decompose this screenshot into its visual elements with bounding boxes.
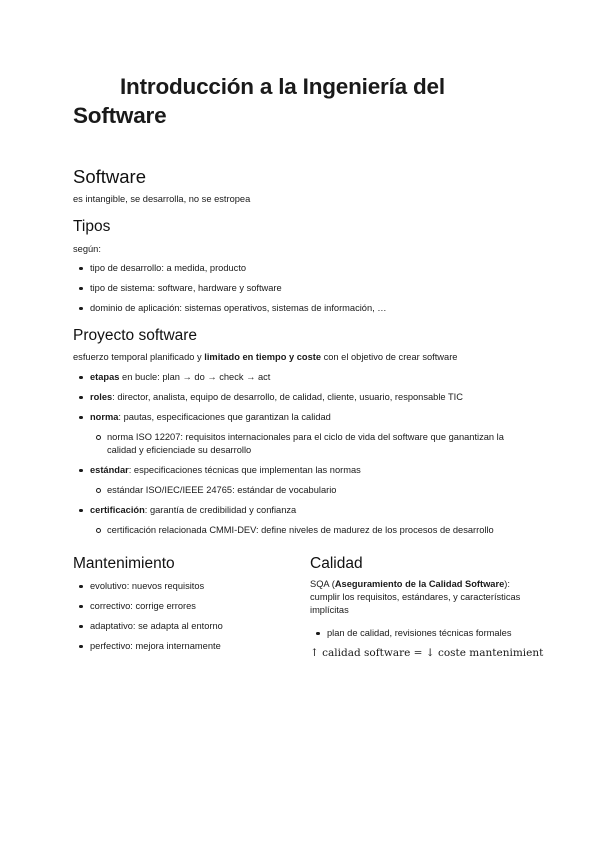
list-item: correctivo: corrige errores xyxy=(90,600,290,613)
list-item: evolutivo: nuevos requisitos xyxy=(90,580,290,593)
page-title-line2: Software xyxy=(73,103,167,128)
list-item: adaptativo: se adapta al entorno xyxy=(90,620,290,633)
list-item xyxy=(90,411,530,457)
list-item: plan de calidad, revisiones técnicas formales xyxy=(327,627,537,640)
list-item xyxy=(90,464,530,497)
tipos-list xyxy=(90,262,530,322)
section-heading-software: Software xyxy=(73,166,147,187)
calidad-intro-bold: Aseguramiento de la Calidad Software xyxy=(334,579,505,589)
page-title-line1: Introducción a la Ingeniería del xyxy=(120,74,445,99)
item-term: roles xyxy=(90,392,113,402)
item-text: : especificaciones técnicas que implementan las normas xyxy=(128,465,361,475)
list-item: tipo de desarrollo: a medida, producto xyxy=(90,262,530,275)
proyecto-intro xyxy=(73,352,543,362)
tipos-intro: según: xyxy=(73,244,101,254)
item-text: en bucle: plan → do → check → act xyxy=(119,372,271,382)
sub-list-item: certificación relacionada CMMI-DEV: define niveles de madurez de los procesos de desarrollo xyxy=(107,524,527,537)
proyecto-list xyxy=(90,371,530,544)
sub-list-item: estándar ISO/IEC/IEEE 24765: estándar de vocabulario xyxy=(107,484,527,497)
proyecto-intro-bold: limitado en tiempo y coste xyxy=(204,352,322,362)
calidad-intro-post: ): cumplir los requisitos, estándares, y características implícitas xyxy=(310,579,521,615)
item-text: : director, analista, equipo de desarrollo, de calidad, cliente, usuario, responsable TIC xyxy=(112,392,463,402)
list-item xyxy=(90,504,530,537)
item-text: : pautas, especificaciones que garantizan la calidad xyxy=(118,412,331,422)
list-item: perfectivo: mejora internamente xyxy=(90,640,290,653)
list-item xyxy=(90,391,530,404)
list-item: dominio de aplicación: sistemas operativos, sistemas de información, … xyxy=(90,302,530,315)
calidad-intro-pre: SQA ( xyxy=(310,579,335,589)
page-title xyxy=(73,72,543,130)
item-term: certificación xyxy=(90,505,145,515)
item-term: norma xyxy=(90,412,119,422)
sub-list-item: norma ISO 12207: requisitos internacionales para el ciclo de vida del software que ganantizan la calidad y eficienciade su desarrollo xyxy=(107,431,527,457)
calidad-formula: ↑ calidad software = ↓ coste mantenimient xyxy=(310,647,544,659)
proyecto-intro-post: con el objetivo de crear software xyxy=(321,352,458,362)
sub-list xyxy=(107,524,527,537)
mantenimiento-list xyxy=(90,580,290,660)
software-description: es intangible, se desarrolla, no se estropea xyxy=(73,194,251,204)
sub-list xyxy=(107,431,527,457)
list-item: tipo de sistema: software, hardware y software xyxy=(90,282,530,295)
list-item xyxy=(90,371,530,384)
item-term: etapas xyxy=(90,372,120,382)
section-heading-proyecto: Proyecto software xyxy=(73,327,198,344)
sub-list xyxy=(107,484,527,497)
section-heading-calidad: Calidad xyxy=(310,555,363,572)
calidad-list xyxy=(327,627,537,640)
section-heading-mantenimiento: Mantenimiento xyxy=(73,555,175,572)
item-term: estándar xyxy=(90,465,129,475)
item-text: : garantía de credibilidad y confianza xyxy=(144,505,297,515)
calidad-intro xyxy=(310,578,535,617)
proyecto-intro-pre: esfuerzo temporal planificado y xyxy=(73,352,205,362)
section-heading-tipos: Tipos xyxy=(73,218,111,235)
